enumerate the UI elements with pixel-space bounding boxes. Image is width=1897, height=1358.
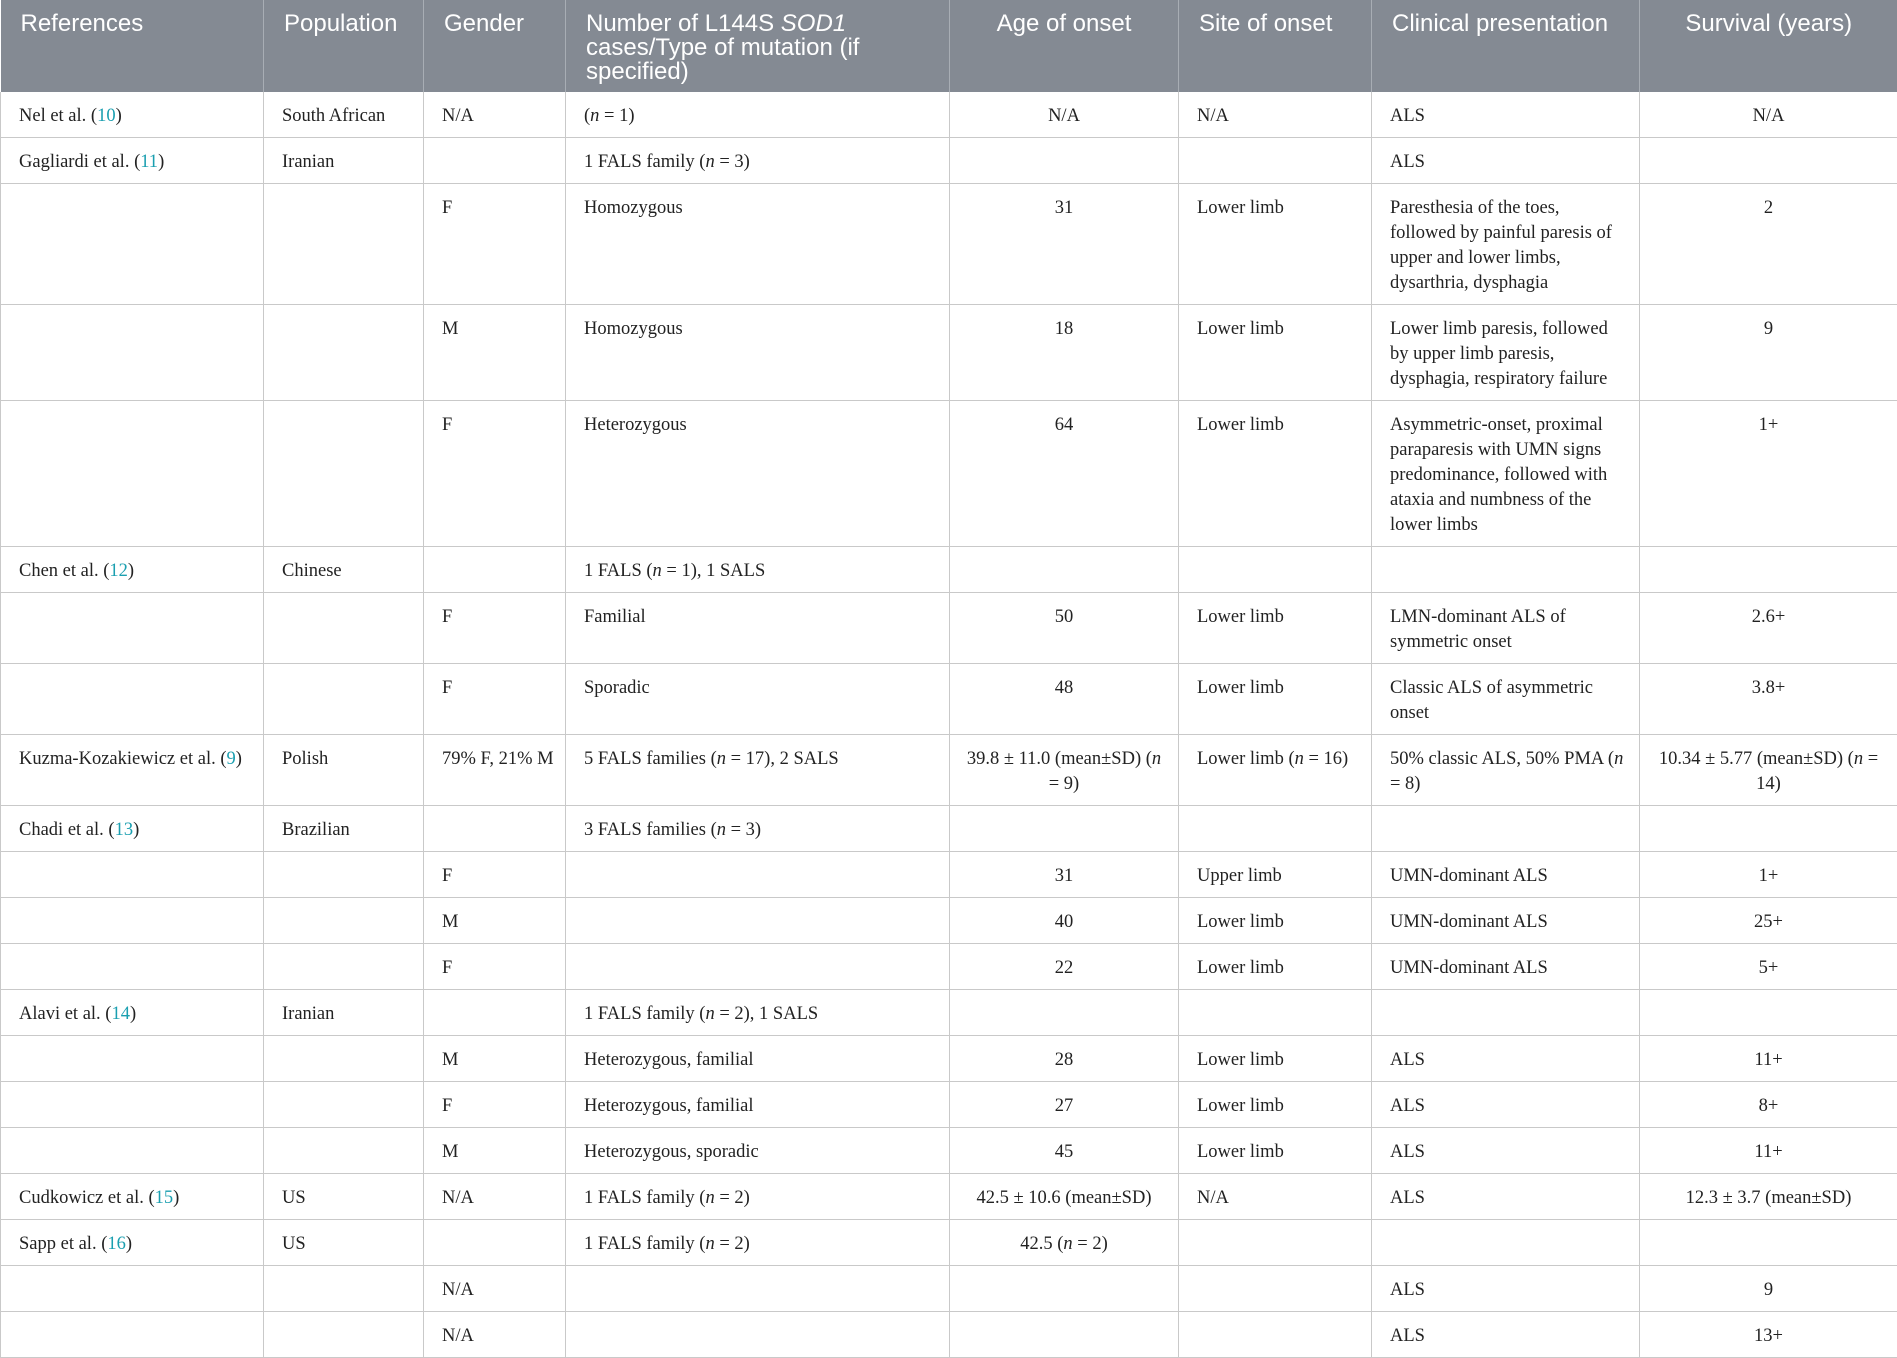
cell-survival: 5+ (1640, 944, 1897, 990)
cell-survival: 11+ (1640, 1128, 1897, 1174)
header-cases-pre: Number of L144S (586, 10, 781, 37)
cell-cases: 1 FALS (n = 1), 1 SALS (566, 547, 950, 593)
cell-population: Polish (264, 735, 424, 806)
cell-survival: 9 (1640, 305, 1897, 401)
header-population: Population (264, 0, 424, 92)
header-cases (566, 0, 950, 92)
reference-name: Sapp et al. ( (19, 1234, 107, 1254)
cell-population: Iranian (264, 138, 424, 184)
cell-clinical-presentation: UMN-dominant ALS (1372, 944, 1640, 990)
header-cases-post: cases/Type of mutation (if specified) (586, 34, 859, 85)
cell-reference (1, 1082, 264, 1128)
cell-cases: Homozygous (566, 184, 950, 305)
cell-survival (1640, 806, 1897, 852)
cell-site-of-onset: Lower limb (1179, 1036, 1372, 1082)
cell-population: South African (264, 92, 424, 138)
cell-site-of-onset (1179, 1266, 1372, 1312)
cell-gender: F (424, 184, 566, 305)
cell-gender: F (424, 593, 566, 664)
cell-survival: 25+ (1640, 898, 1897, 944)
cell-population (264, 401, 424, 547)
table-row (1, 990, 1897, 1036)
cell-population (264, 944, 424, 990)
cell-clinical-presentation: LMN-dominant ALS of symmetric onset (1372, 593, 1640, 664)
cell-gender: F (424, 664, 566, 735)
cell-population (264, 184, 424, 305)
cell-site-of-onset: Lower limb (1179, 593, 1372, 664)
cell-cases (566, 944, 950, 990)
cell-survival: 2.6+ (1640, 593, 1897, 664)
reference-close: ) (116, 106, 122, 126)
cell-gender (424, 547, 566, 593)
cell-population (264, 1082, 424, 1128)
cell-clinical-presentation (1372, 547, 1640, 593)
cell-site-of-onset: N/A (1179, 92, 1372, 138)
cell-site-of-onset: N/A (1179, 1174, 1372, 1220)
cell-age-of-onset: 64 (950, 401, 1179, 547)
cell-age-of-onset: 27 (950, 1082, 1179, 1128)
cell-age-of-onset: 50 (950, 593, 1179, 664)
table-row (1, 138, 1897, 184)
cell-cases: 5 FALS families (n = 17), 2 SALS (566, 735, 950, 806)
header-references: References (1, 0, 264, 92)
cell-cases: Heterozygous, familial (566, 1082, 950, 1128)
cell-cases: Heterozygous, familial (566, 1036, 950, 1082)
cell-gender (424, 990, 566, 1036)
cell-age-of-onset: 31 (950, 852, 1179, 898)
cell-gender: N/A (424, 1266, 566, 1312)
reference-name: Nel et al. ( (19, 106, 97, 126)
cell-cases: Heterozygous (566, 401, 950, 547)
cell-cases: (n = 1) (566, 92, 950, 138)
cell-clinical-presentation: Asymmetric-onset, proximal paraparesis with UMN signs predominance, followed with ataxia and numbness of the lower limbs (1372, 401, 1640, 547)
cell-gender: F (424, 1082, 566, 1128)
cell-reference (1, 1128, 264, 1174)
cell-site-of-onset: Lower limb (1179, 184, 1372, 305)
header-site: Site of onset (1179, 0, 1372, 92)
cell-survival: 1+ (1640, 401, 1897, 547)
cell-site-of-onset (1179, 1312, 1372, 1358)
reference-link[interactable]: 16 (107, 1234, 126, 1254)
cell-gender: N/A (424, 1312, 566, 1358)
cell-clinical-presentation (1372, 1220, 1640, 1266)
cell-population: Chinese (264, 547, 424, 593)
cell-cases: Sporadic (566, 664, 950, 735)
table-row (1, 944, 1897, 990)
cell-survival: 8+ (1640, 1082, 1897, 1128)
cell-population (264, 1128, 424, 1174)
cell-clinical-presentation: ALS (1372, 92, 1640, 138)
cell-reference (1, 735, 264, 806)
reference-close: ) (130, 1004, 136, 1024)
cell-population (264, 1312, 424, 1358)
cell-reference (1, 1174, 264, 1220)
table-row (1, 547, 1897, 593)
cell-cases: Familial (566, 593, 950, 664)
cell-clinical-presentation: ALS (1372, 1174, 1640, 1220)
cell-age-of-onset (950, 1312, 1179, 1358)
cell-site-of-onset: Lower limb (1179, 401, 1372, 547)
cell-site-of-onset: Lower limb (1179, 898, 1372, 944)
cell-site-of-onset: Lower limb (1179, 944, 1372, 990)
cell-reference (1, 305, 264, 401)
cell-clinical-presentation: UMN-dominant ALS (1372, 852, 1640, 898)
cell-gender (424, 1220, 566, 1266)
cell-survival: 12.3 ± 3.7 (mean±SD) (1640, 1174, 1897, 1220)
cell-population (264, 664, 424, 735)
table-row (1, 1266, 1897, 1312)
cell-reference (1, 547, 264, 593)
cell-age-of-onset: 31 (950, 184, 1179, 305)
table-header (1, 0, 1897, 92)
cell-clinical-presentation: 50% classic ALS, 50% PMA (n = 8) (1372, 735, 1640, 806)
table-row (1, 92, 1897, 138)
cell-reference (1, 593, 264, 664)
reference-name: Alavi et al. ( (19, 1004, 111, 1024)
cell-gender: M (424, 898, 566, 944)
table-row (1, 1036, 1897, 1082)
cell-clinical-presentation: Classic ALS of asymmetric onset (1372, 664, 1640, 735)
cell-reference (1, 664, 264, 735)
cell-cases: Homozygous (566, 305, 950, 401)
cell-clinical-presentation: UMN-dominant ALS (1372, 898, 1640, 944)
cell-gender: F (424, 852, 566, 898)
cell-survival (1640, 547, 1897, 593)
cell-clinical-presentation: ALS (1372, 1082, 1640, 1128)
cell-population (264, 1036, 424, 1082)
cell-survival: N/A (1640, 92, 1897, 138)
table-row (1, 1128, 1897, 1174)
cell-age-of-onset: 48 (950, 664, 1179, 735)
reference-link[interactable]: 13 (115, 820, 134, 840)
header-age: Age of onset (950, 0, 1179, 92)
reference-name: Gagliardi et al. ( (19, 152, 140, 172)
table-row (1, 305, 1897, 401)
cell-gender: F (424, 401, 566, 547)
reference-close: ) (236, 749, 242, 769)
cell-population: US (264, 1174, 424, 1220)
cell-survival (1640, 1220, 1897, 1266)
table-row (1, 735, 1897, 806)
reference-close: ) (128, 561, 134, 581)
cell-age-of-onset (950, 1266, 1179, 1312)
header-survival: Survival (years) (1640, 0, 1897, 92)
cell-age-of-onset (950, 806, 1179, 852)
cell-reference (1, 990, 264, 1036)
cell-clinical-presentation: ALS (1372, 1312, 1640, 1358)
cell-reference (1, 401, 264, 547)
header-row (1, 0, 1897, 92)
cell-cases: 1 FALS family (n = 2) (566, 1220, 950, 1266)
cell-reference (1, 1266, 264, 1312)
header-gender: Gender (424, 0, 566, 92)
cell-age-of-onset: 42.5 ± 10.6 (mean±SD) (950, 1174, 1179, 1220)
reference-link[interactable]: 11 (140, 152, 158, 172)
cell-cases (566, 1266, 950, 1312)
cell-survival: 11+ (1640, 1036, 1897, 1082)
table-row (1, 184, 1897, 305)
cell-population: US (264, 1220, 424, 1266)
cell-gender: M (424, 305, 566, 401)
reference-name: Chadi et al. ( (19, 820, 115, 840)
cell-reference (1, 1220, 264, 1266)
header-clinical: Clinical presentation (1372, 0, 1640, 92)
cell-reference (1, 138, 264, 184)
reference-link[interactable]: 12 (109, 561, 128, 581)
cell-clinical-presentation: ALS (1372, 1266, 1640, 1312)
reference-link[interactable]: 15 (155, 1188, 174, 1208)
cell-site-of-onset (1179, 138, 1372, 184)
table-row (1, 852, 1897, 898)
cell-clinical-presentation: ALS (1372, 138, 1640, 184)
cell-reference (1, 92, 264, 138)
cell-age-of-onset (950, 138, 1179, 184)
cell-site-of-onset: Upper limb (1179, 852, 1372, 898)
reference-link[interactable]: 9 (227, 749, 236, 769)
cell-age-of-onset (950, 990, 1179, 1036)
table-row (1, 593, 1897, 664)
cell-reference (1, 1036, 264, 1082)
cell-population (264, 305, 424, 401)
cell-age-of-onset: 45 (950, 1128, 1179, 1174)
cell-age-of-onset: 28 (950, 1036, 1179, 1082)
cell-gender (424, 138, 566, 184)
cell-survival: 13+ (1640, 1312, 1897, 1358)
cell-age-of-onset: 18 (950, 305, 1179, 401)
cell-site-of-onset (1179, 990, 1372, 1036)
cell-site-of-onset: Lower limb (1179, 1128, 1372, 1174)
cell-age-of-onset: 40 (950, 898, 1179, 944)
cell-age-of-onset: 39.8 ± 11.0 (mean±SD) (n = 9) (950, 735, 1179, 806)
cell-clinical-presentation (1372, 990, 1640, 1036)
cell-cases (566, 852, 950, 898)
cell-site-of-onset: Lower limb (n = 16) (1179, 735, 1372, 806)
cell-gender: M (424, 1128, 566, 1174)
cell-population (264, 593, 424, 664)
table-row (1, 664, 1897, 735)
cell-survival: 10.34 ± 5.77 (mean±SD) (n = 14) (1640, 735, 1897, 806)
cell-survival: 3.8+ (1640, 664, 1897, 735)
reference-close: ) (158, 152, 164, 172)
reference-close: ) (173, 1188, 179, 1208)
cell-reference (1, 806, 264, 852)
cell-cases: 1 FALS family (n = 2), 1 SALS (566, 990, 950, 1036)
reference-link[interactable]: 14 (111, 1004, 130, 1024)
table-row (1, 1174, 1897, 1220)
table-row (1, 1312, 1897, 1358)
cell-reference (1, 852, 264, 898)
cell-clinical-presentation (1372, 806, 1640, 852)
cell-gender: F (424, 944, 566, 990)
cell-cases: 1 FALS family (n = 2) (566, 1174, 950, 1220)
reference-name: Chen et al. ( (19, 561, 109, 581)
cell-gender: N/A (424, 1174, 566, 1220)
cell-gender: M (424, 1036, 566, 1082)
table-row (1, 401, 1897, 547)
cell-site-of-onset (1179, 806, 1372, 852)
cell-cases (566, 1312, 950, 1358)
cell-population (264, 898, 424, 944)
cell-population: Iranian (264, 990, 424, 1036)
reference-link[interactable]: 10 (97, 106, 116, 126)
table-row (1, 898, 1897, 944)
cell-reference (1, 184, 264, 305)
cell-site-of-onset: Lower limb (1179, 664, 1372, 735)
table-row (1, 806, 1897, 852)
cell-reference (1, 944, 264, 990)
cell-clinical-presentation: ALS (1372, 1128, 1640, 1174)
cell-survival: 1+ (1640, 852, 1897, 898)
header-cases-gene: SOD1 (781, 10, 846, 37)
cell-site-of-onset: Lower limb (1179, 305, 1372, 401)
cell-gender: N/A (424, 92, 566, 138)
cell-population (264, 852, 424, 898)
cell-reference (1, 1312, 264, 1358)
cell-clinical-presentation: ALS (1372, 1036, 1640, 1082)
cell-cases (566, 898, 950, 944)
cell-age-of-onset: 42.5 (n = 2) (950, 1220, 1179, 1266)
cell-age-of-onset (950, 547, 1179, 593)
table-row (1, 1082, 1897, 1128)
cell-survival: 2 (1640, 184, 1897, 305)
cell-site-of-onset: Lower limb (1179, 1082, 1372, 1128)
cell-survival: 9 (1640, 1266, 1897, 1312)
cell-cases: 1 FALS family (n = 3) (566, 138, 950, 184)
reference-name: Kuzma-Kozakiewicz et al. ( (19, 749, 227, 769)
cell-population: Brazilian (264, 806, 424, 852)
cell-site-of-onset (1179, 1220, 1372, 1266)
cell-gender: 79% F, 21% M (424, 735, 566, 806)
cell-cases: 3 FALS families (n = 3) (566, 806, 950, 852)
cell-clinical-presentation: Lower limb paresis, followed by upper limb paresis, dysphagia, respiratory failure (1372, 305, 1640, 401)
cell-age-of-onset: N/A (950, 92, 1179, 138)
cell-survival (1640, 138, 1897, 184)
cell-reference (1, 898, 264, 944)
reference-close: ) (126, 1234, 132, 1254)
reference-name: Cudkowicz et al. ( (19, 1188, 155, 1208)
cell-age-of-onset: 22 (950, 944, 1179, 990)
table-body (1, 92, 1897, 1358)
cell-gender (424, 806, 566, 852)
cell-survival (1640, 990, 1897, 1036)
cell-population (264, 1266, 424, 1312)
cell-site-of-onset (1179, 547, 1372, 593)
cell-cases: Heterozygous, sporadic (566, 1128, 950, 1174)
table-row (1, 1220, 1897, 1266)
cell-clinical-presentation: Paresthesia of the toes, followed by painful paresis of upper and lower limbs, dysarthria, dysphagia (1372, 184, 1640, 305)
reference-close: ) (133, 820, 139, 840)
